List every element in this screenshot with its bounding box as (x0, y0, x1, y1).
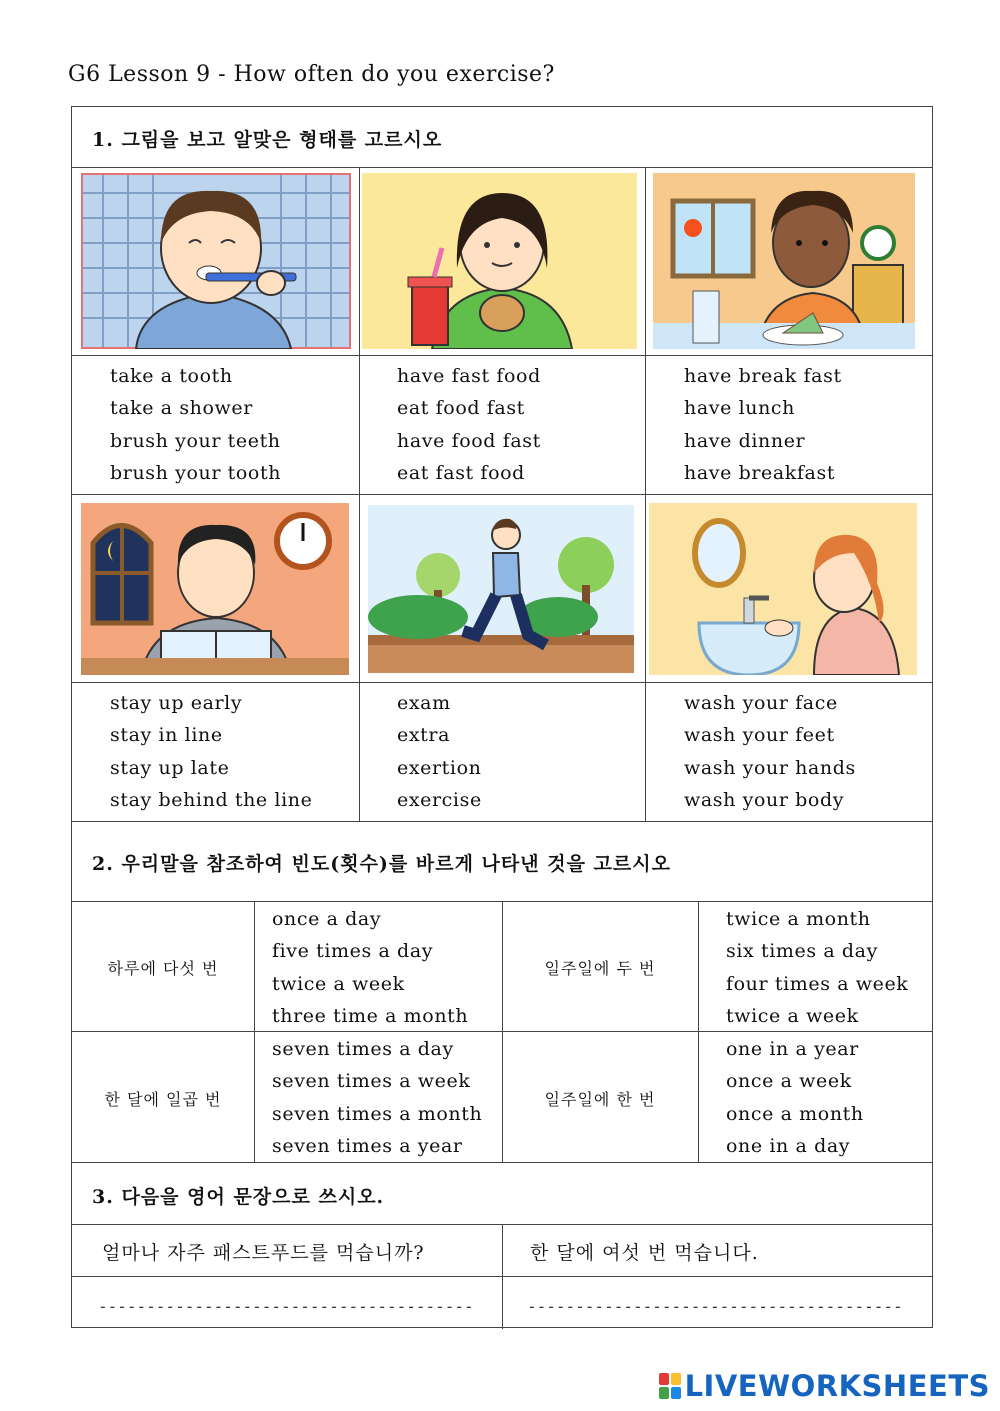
section-2-heading: 2. 우리말을 참조하여 빈도(횟수)를 바르게 나타낸 것을 고르시오 (92, 853, 671, 875)
worksheet-table (71, 106, 933, 1328)
option[interactable]: exercise (397, 788, 482, 811)
divider (502, 1224, 503, 1329)
divider (645, 167, 646, 821)
korean-prompt: 하루에 다섯 번 (107, 959, 219, 978)
option[interactable]: six times a day (726, 940, 878, 963)
korean-prompt: 일주일에 한 번 (544, 1090, 656, 1109)
page-title: G6 Lesson 9 - How often do you exercise? (68, 62, 555, 87)
options-list (684, 687, 856, 816)
option[interactable]: eat fast food (397, 461, 525, 484)
divider (359, 167, 360, 821)
brand-name: LIVEWORKSHEETS (684, 1369, 990, 1403)
writing-prompt: 얼마나 자주 패스트푸드를 먹습니까? (102, 1242, 425, 1264)
section-3-heading: 3. 다음을 영어 문장으로 쓰시오. (92, 1186, 385, 1208)
picture-washing-hands (649, 503, 917, 675)
option[interactable]: eat food fast (397, 397, 525, 420)
options-list (726, 903, 908, 1032)
option[interactable]: have breakfast (684, 461, 836, 484)
options-list (272, 1033, 482, 1162)
option[interactable]: four times a week (726, 972, 909, 995)
liveworksheets-logo-icon (659, 1373, 681, 1399)
option[interactable]: brush your teeth (110, 429, 281, 452)
option[interactable]: stay behind the line (110, 788, 313, 811)
option[interactable]: have lunch (684, 397, 796, 420)
option[interactable]: seven times a month (272, 1102, 483, 1125)
picture-having-breakfast (653, 173, 915, 349)
option[interactable]: once a week (726, 1070, 852, 1093)
brand-watermark (659, 1369, 990, 1403)
option[interactable]: seven times a week (272, 1070, 471, 1093)
option[interactable]: wash your body (684, 788, 845, 811)
option[interactable]: extra (397, 724, 451, 747)
divider (72, 682, 932, 683)
option[interactable]: brush your tooth (110, 461, 282, 484)
picture-brushing-teeth (81, 173, 351, 349)
korean-prompt: 일주일에 두 번 (544, 959, 656, 978)
option[interactable]: take a tooth (110, 365, 233, 387)
options-list (110, 687, 312, 816)
section-1-heading: 1. 그림을 보고 알맞은 형태를 고르시오 (92, 129, 443, 151)
option[interactable]: once a month (726, 1102, 864, 1125)
divider (254, 901, 255, 1162)
option[interactable]: take a shower (110, 397, 253, 420)
picture-running-exercise (368, 505, 634, 673)
divider (698, 901, 699, 1162)
divider (72, 167, 932, 168)
option[interactable]: have fast food (397, 365, 541, 387)
divider (72, 494, 932, 495)
option[interactable]: wash your face (684, 692, 838, 714)
divider (72, 355, 932, 356)
option[interactable]: exam (397, 692, 451, 714)
option[interactable]: five times a day (272, 940, 434, 963)
option[interactable]: twice a week (272, 972, 405, 995)
answer-input[interactable]: --------------------------------------- (98, 1297, 474, 1316)
option[interactable]: once a day (272, 908, 382, 930)
options-list (397, 687, 482, 816)
option[interactable]: twice a month (726, 908, 871, 930)
answer-input[interactable]: --------------------------------------- (527, 1297, 903, 1316)
option[interactable]: seven times a year (272, 1134, 463, 1157)
options-list (397, 360, 541, 489)
option[interactable]: stay up late (110, 756, 230, 779)
divider (502, 901, 503, 1162)
options-list (110, 360, 281, 489)
option[interactable]: one in a year (726, 1038, 859, 1060)
option[interactable]: wash your feet (684, 724, 835, 747)
korean-prompt: 한 달에 일곱 번 (104, 1090, 222, 1109)
option[interactable]: have break fast (684, 365, 842, 387)
options-list (726, 1033, 864, 1162)
picture-staying-up-late (81, 503, 349, 675)
option[interactable]: exertion (397, 756, 482, 779)
option[interactable]: three time a month (272, 1004, 469, 1027)
option[interactable]: wash your hands (684, 756, 856, 779)
option[interactable]: stay up early (110, 692, 243, 714)
option[interactable]: twice a week (726, 1004, 859, 1027)
option[interactable]: stay in line (110, 724, 223, 747)
picture-eating-fast-food (362, 173, 637, 349)
option[interactable]: have food fast (397, 429, 541, 452)
writing-prompt: 한 달에 여섯 번 먹습니다. (530, 1242, 759, 1264)
option[interactable]: have dinner (684, 429, 806, 452)
options-list (684, 360, 842, 489)
option[interactable]: one in a day (726, 1134, 851, 1157)
option[interactable]: seven times a day (272, 1038, 454, 1060)
options-list (272, 903, 468, 1032)
divider (72, 821, 932, 822)
